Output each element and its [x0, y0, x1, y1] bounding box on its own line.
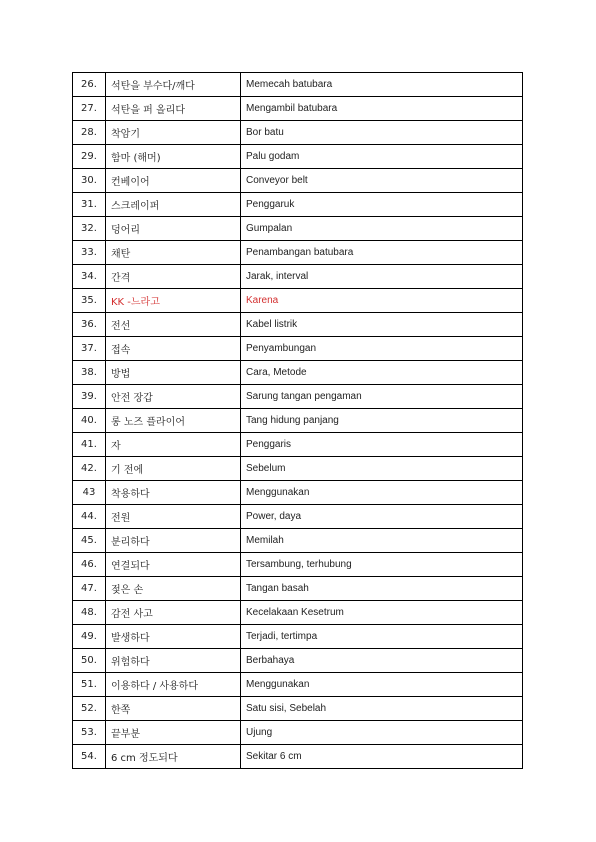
table-row [73, 337, 523, 361]
indonesian-translation-cell: Sarung tangan pengaman [241, 385, 523, 409]
row-number-cell: 28. [73, 121, 106, 145]
row-number-cell: 35. [73, 289, 106, 313]
row-number-cell: 44. [73, 505, 106, 529]
indonesian-translation-cell: Bor batu [241, 121, 523, 145]
korean-term-cell: 간격 [106, 265, 241, 289]
korean-term-cell: 착용하다 [106, 481, 241, 505]
korean-term-cell: 덩어리 [106, 217, 241, 241]
indonesian-translation-cell: Memilah [241, 529, 523, 553]
row-number-cell: 39. [73, 385, 106, 409]
table-row [73, 697, 523, 721]
indonesian-translation-cell: Sekitar 6 cm [241, 745, 523, 769]
row-number-cell: 51. [73, 673, 106, 697]
row-number-cell: 27. [73, 97, 106, 121]
korean-term-cell: 채탄 [106, 241, 241, 265]
row-number-cell: 45. [73, 529, 106, 553]
table-row [73, 145, 523, 169]
indonesian-translation-cell: Gumpalan [241, 217, 523, 241]
table-row [73, 409, 523, 433]
row-number-cell: 31. [73, 193, 106, 217]
table-row [73, 289, 523, 313]
table-row [73, 529, 523, 553]
row-number-cell: 29. [73, 145, 106, 169]
row-number-cell: 54. [73, 745, 106, 769]
korean-term-cell: 자 [106, 433, 241, 457]
row-number-cell: 41. [73, 433, 106, 457]
table-row [73, 193, 523, 217]
indonesian-translation-cell: Kecelakaan Kesetrum [241, 601, 523, 625]
table-row [73, 265, 523, 289]
table-row [73, 385, 523, 409]
indonesian-translation-cell: Sebelum [241, 457, 523, 481]
table-row [73, 553, 523, 577]
korean-term-cell: 기 전에 [106, 457, 241, 481]
row-number-cell: 34. [73, 265, 106, 289]
korean-term-cell: 이용하다 / 사용하다 [106, 673, 241, 697]
korean-term-cell: 한쪽 [106, 697, 241, 721]
table-row [73, 241, 523, 265]
korean-term-cell: 방법 [106, 361, 241, 385]
table-row [73, 625, 523, 649]
table-row [73, 577, 523, 601]
indonesian-translation-cell: Kabel listrik [241, 313, 523, 337]
indonesian-translation-cell: Conveyor belt [241, 169, 523, 193]
korean-term-cell: KK -느라고 [106, 289, 241, 313]
korean-term-cell: 분리하다 [106, 529, 241, 553]
vocabulary-table [72, 72, 523, 769]
table-row [73, 505, 523, 529]
indonesian-translation-cell: Cara, Metode [241, 361, 523, 385]
korean-term-cell: 젖은 손 [106, 577, 241, 601]
indonesian-translation-cell: Penambangan batubara [241, 241, 523, 265]
korean-term-cell: 함마 (해머) [106, 145, 241, 169]
row-number-cell: 26. [73, 73, 106, 97]
indonesian-translation-cell: Satu sisi, Sebelah [241, 697, 523, 721]
row-number-cell: 49. [73, 625, 106, 649]
indonesian-translation-cell: Penyambungan [241, 337, 523, 361]
row-number-cell: 52. [73, 697, 106, 721]
korean-term-cell: 안전 장갑 [106, 385, 241, 409]
indonesian-translation-cell: Penggaruk [241, 193, 523, 217]
indonesian-translation-cell: Tersambung, terhubung [241, 553, 523, 577]
indonesian-translation-cell: Ujung [241, 721, 523, 745]
korean-term-cell: 발생하다 [106, 625, 241, 649]
indonesian-translation-cell: Memecah batubara [241, 73, 523, 97]
row-number-cell: 46. [73, 553, 106, 577]
korean-term-cell: 스크레이퍼 [106, 193, 241, 217]
indonesian-translation-cell: Terjadi, tertimpa [241, 625, 523, 649]
indonesian-translation-cell: Karena [241, 289, 523, 313]
korean-term-cell: 석탄을 퍼 올리다 [106, 97, 241, 121]
table-row [73, 673, 523, 697]
korean-term-cell: 끝부분 [106, 721, 241, 745]
table-row [73, 601, 523, 625]
indonesian-translation-cell: Menggunakan [241, 481, 523, 505]
row-number-cell: 30. [73, 169, 106, 193]
row-number-cell: 42. [73, 457, 106, 481]
row-number-cell: 37. [73, 337, 106, 361]
row-number-cell: 40. [73, 409, 106, 433]
table-row [73, 121, 523, 145]
korean-term-cell: 석탄을 부수다/깨다 [106, 73, 241, 97]
table-row [73, 97, 523, 121]
row-number-cell: 53. [73, 721, 106, 745]
indonesian-translation-cell: Power, daya [241, 505, 523, 529]
row-number-cell: 33. [73, 241, 106, 265]
korean-term-cell: 접속 [106, 337, 241, 361]
row-number-cell: 32. [73, 217, 106, 241]
korean-term-cell: 착암기 [106, 121, 241, 145]
indonesian-translation-cell: Tangan basah [241, 577, 523, 601]
table-row [73, 433, 523, 457]
table-row [73, 745, 523, 769]
table-row [73, 649, 523, 673]
indonesian-translation-cell: Jarak, interval [241, 265, 523, 289]
table-row [73, 721, 523, 745]
indonesian-translation-cell: Palu godam [241, 145, 523, 169]
row-number-cell: 48. [73, 601, 106, 625]
korean-term-cell: 연결되다 [106, 553, 241, 577]
table-row [73, 73, 523, 97]
row-number-cell: 47. [73, 577, 106, 601]
row-number-cell: 43 [73, 481, 106, 505]
korean-term-cell: 6 cm 정도되다 [106, 745, 241, 769]
row-number-cell: 50. [73, 649, 106, 673]
korean-term-cell: 전선 [106, 313, 241, 337]
row-number-cell: 38. [73, 361, 106, 385]
korean-term-cell: 롱 노즈 플라이어 [106, 409, 241, 433]
indonesian-translation-cell: Mengambil batubara [241, 97, 523, 121]
korean-term-cell: 감전 사고 [106, 601, 241, 625]
korean-term-cell: 컨베이어 [106, 169, 241, 193]
indonesian-translation-cell: Menggunakan [241, 673, 523, 697]
table-row [73, 457, 523, 481]
korean-term-cell: 전원 [106, 505, 241, 529]
indonesian-translation-cell: Penggaris [241, 433, 523, 457]
table-row [73, 169, 523, 193]
korean-term-cell: 위험하다 [106, 649, 241, 673]
row-number-cell: 36. [73, 313, 106, 337]
vocabulary-table-body [73, 73, 523, 769]
table-row [73, 481, 523, 505]
table-row [73, 313, 523, 337]
table-row [73, 217, 523, 241]
table-row [73, 361, 523, 385]
indonesian-translation-cell: Tang hidung panjang [241, 409, 523, 433]
indonesian-translation-cell: Berbahaya [241, 649, 523, 673]
